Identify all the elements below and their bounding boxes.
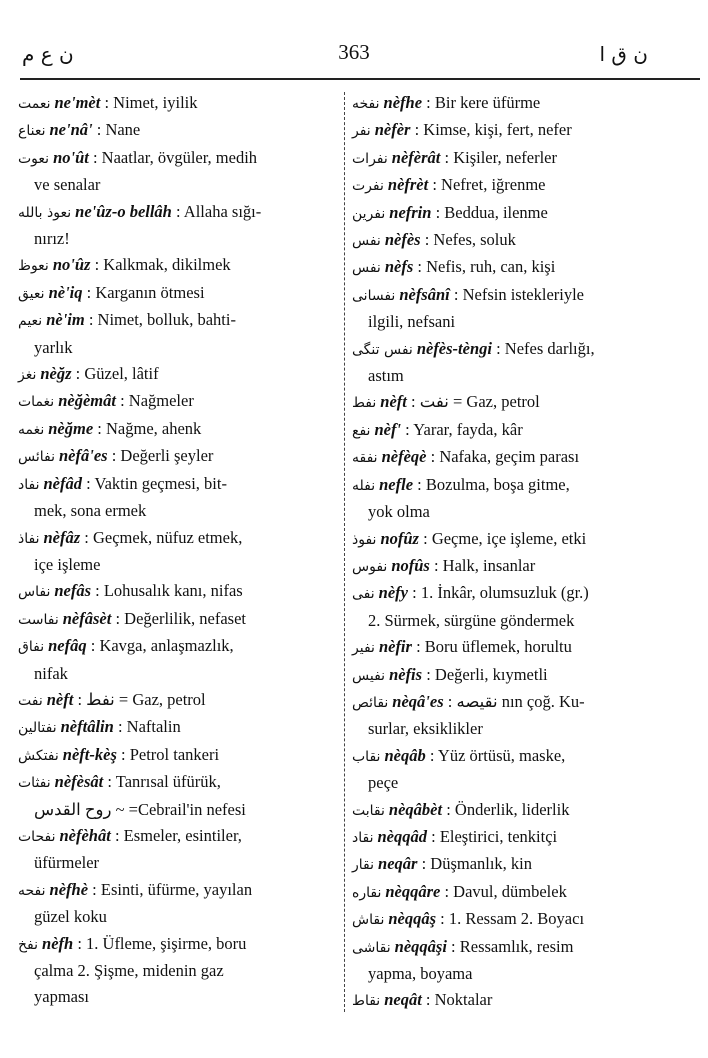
entry-first-line	[18, 148, 257, 167]
transliteration: no'ût	[53, 147, 89, 167]
definition: : Yüz örtüsü, maske,	[429, 745, 566, 765]
transliteration: nèqqâşi	[394, 936, 447, 956]
definition: : Karganın ötmesi	[86, 282, 205, 302]
arabic-headword: نقابت	[352, 802, 385, 819]
arabic-headword: نفى	[352, 586, 375, 603]
right-column	[352, 90, 690, 1015]
entry-first-line	[352, 909, 584, 928]
arabic-headword: نفس	[352, 233, 381, 250]
dictionary-entry	[352, 934, 690, 988]
definition-continuation: peçe	[368, 773, 399, 793]
entry-first-line	[18, 474, 227, 493]
arabic-headword: نفائس	[18, 449, 55, 466]
page-header	[0, 40, 708, 72]
definition-continuation: çalma 2. Şişme, midenin gaz	[34, 961, 224, 980]
arabic-headword: نغمات	[18, 394, 55, 411]
transliteration: nèfèrât	[391, 147, 441, 167]
definition: : Bozulma, boşa gitme,	[417, 474, 570, 494]
definition: : Nağmeler	[120, 391, 194, 411]
entry-first-line	[352, 475, 570, 494]
definition: : Naftalin	[117, 717, 181, 737]
dictionary-entry	[18, 877, 338, 931]
arabic-headword: نفت	[18, 692, 43, 709]
definition: : Lohusalık kanı, nifas	[95, 581, 243, 601]
transliteration: nèqqâre	[385, 881, 441, 901]
entry-first-line	[352, 583, 589, 602]
definition: : Ressamlık, resim	[451, 936, 574, 956]
dictionary-entry	[18, 145, 338, 199]
definition: : Kimse, kişi, fert, nefer	[414, 120, 572, 140]
dictionary-entry	[352, 987, 690, 1014]
arabic-headword: نفرات	[352, 150, 388, 167]
arabic-headword: نفتكش	[18, 747, 59, 764]
transliteration: nèfèhât	[59, 825, 111, 845]
arabic-headword: نعوذ بالله	[18, 204, 72, 221]
entry-first-line	[352, 339, 595, 358]
definition: : Değerli, kıymetli	[426, 664, 548, 684]
definition: : Nağme, ahenk	[97, 418, 202, 438]
arabic-headword: نقائص	[352, 694, 389, 711]
definition: : Noktalar	[425, 990, 493, 1010]
arabic-headword: نفرين	[352, 205, 386, 222]
entry-first-line	[18, 934, 246, 953]
dictionary-entry	[18, 633, 338, 687]
definition: : Geçmek, nüfuz etmek,	[84, 527, 243, 547]
definition: : Kavga, anlaşmazlık,	[90, 636, 234, 656]
dictionary-entry	[352, 879, 690, 906]
arabic-headword: نقاط	[352, 993, 381, 1010]
transliteration: nofûz	[380, 528, 419, 548]
arabic-headword: نقاب	[352, 748, 381, 765]
transliteration: nefrin	[389, 202, 432, 222]
transliteration: nèft	[46, 689, 74, 709]
definition: : نفت = Gaz, petrol	[411, 392, 540, 412]
transliteration: nèqqâd	[377, 826, 427, 846]
definition: : Düşmanlık, kin	[421, 854, 533, 874]
dictionary-entry	[18, 823, 338, 877]
transliteration: nèfèsât	[54, 772, 104, 792]
dictionary-entry	[18, 578, 338, 605]
dictionary-entry	[352, 743, 690, 797]
arabic-headword: نفاست	[18, 611, 59, 628]
entry-first-line	[352, 665, 548, 684]
definition: : Nefret, iğrenme	[432, 175, 546, 195]
arabic-headword: نقاش	[352, 912, 385, 929]
dictionary-entry	[18, 252, 338, 279]
dictionary-entry	[352, 634, 690, 661]
entry-first-line	[18, 528, 242, 547]
arabic-headword: نعيق	[18, 285, 45, 302]
entry-first-line	[352, 556, 535, 575]
transliteration: ne'nâ'	[49, 120, 93, 140]
arabic-headword: نفرت	[352, 178, 384, 195]
entry-first-line	[18, 826, 242, 845]
arabic-headword: نقاد	[352, 829, 374, 846]
transliteration: nèf'	[374, 419, 402, 439]
definition: : نقيصه nın çoğ. Ku-	[447, 691, 585, 711]
dictionary-entry	[18, 714, 338, 741]
entry-first-line	[18, 581, 243, 600]
arabic-headword: نعوت	[18, 150, 50, 167]
dictionary-entry	[352, 417, 690, 444]
transliteration: nè'iq	[48, 282, 83, 302]
arabic-headword: نقار	[352, 857, 375, 874]
dictionary-entry	[18, 117, 338, 144]
transliteration: nèfâ'es	[59, 446, 108, 466]
dictionary-entry	[352, 526, 690, 553]
dictionary-entry	[18, 280, 338, 307]
dictionary-entry	[352, 172, 690, 199]
definition: : Nimet, iyilik	[104, 93, 198, 112]
entry-first-line	[18, 446, 213, 465]
arabic-headword: نفتالين	[18, 720, 57, 737]
left-column	[18, 90, 338, 1011]
arabic-headword: نفاذ	[18, 530, 40, 547]
dictionary-entry	[352, 797, 690, 824]
definition: : Esinti, üfürme, yayılan	[92, 879, 253, 899]
entry-first-line	[352, 175, 546, 194]
dictionary-entry	[352, 117, 690, 144]
dictionary-entry	[18, 931, 338, 985]
dictionary-entry	[352, 662, 690, 689]
definition: : Değerlilik, nefaset	[115, 608, 247, 628]
definition: : Nefsin istekleriyle	[453, 284, 585, 304]
transliteration: neqât	[384, 990, 422, 1010]
definition-continuation: güzel koku	[34, 907, 107, 927]
entry-first-line	[18, 120, 140, 139]
dictionary-entry	[18, 388, 338, 415]
arabic-headword: نفخ	[18, 936, 39, 953]
transliteration: nèfrèt	[387, 175, 429, 195]
definition: : Kişiler, neferler	[444, 147, 557, 167]
header-left-letters: ن ع م	[22, 42, 74, 66]
dictionary-entry	[352, 336, 690, 390]
entry-first-line	[18, 880, 252, 899]
arabic-headword: نفس تنگى	[352, 341, 413, 358]
arabic-headword: نقاشى	[352, 939, 391, 956]
entry-first-line	[352, 148, 557, 167]
definition-continuation: 2. Sürmek, sürgüne göndermek	[368, 610, 575, 630]
arabic-headword: نفحات	[18, 828, 56, 845]
definition: : Halk, insanlar	[433, 555, 536, 575]
definition: : Nafaka, geçim parası	[430, 447, 580, 467]
entry-first-line	[18, 283, 205, 302]
transliteration: ne'ûz-o bellâh	[75, 201, 172, 221]
dictionary-entry	[352, 282, 690, 336]
entry-first-line	[352, 257, 555, 276]
transliteration: nèft	[380, 392, 407, 412]
arabic-headword: نفله	[352, 477, 376, 494]
transliteration: nèfir	[378, 637, 412, 657]
dictionary-entry	[18, 199, 338, 253]
entry-first-line	[352, 746, 565, 765]
transliteration: nèqâb	[384, 745, 426, 765]
arabic-headword: نفر	[352, 123, 371, 140]
definition: : Tanrısal üfürük,	[107, 772, 221, 792]
arabic-headword: نفير	[352, 640, 375, 657]
definition: : Beddua, ilenme	[435, 202, 548, 222]
dictionary-entry	[18, 416, 338, 443]
dictionary-entry	[352, 90, 690, 117]
transliteration: neqâr	[378, 854, 418, 874]
arabic-headword: نعمت	[18, 96, 51, 112]
entry-first-line	[18, 202, 261, 221]
entry-first-line	[352, 692, 585, 711]
arabic-headword: نعيم	[18, 313, 43, 330]
definition-continuation: ilgili, nefsani	[368, 312, 456, 332]
entry-first-line	[352, 937, 573, 956]
dictionary-entry	[18, 361, 338, 388]
dictionary-entry	[18, 769, 338, 823]
definition: : 1. İnkâr, olumsuzluk (gr.)	[412, 583, 589, 603]
definition: : 1. Üfleme, şişirme, boru	[77, 933, 247, 953]
definition-continuation: yapması	[34, 987, 89, 1007]
arabic-headword: نفوذ	[352, 531, 377, 548]
definition-continuation: yok olma	[368, 502, 430, 522]
definition: : Eleştirici, tenkitçi	[431, 826, 558, 846]
arabic-headword: نعناع	[18, 123, 46, 140]
entry-first-line	[352, 230, 516, 249]
entry-first-line	[18, 364, 159, 383]
transliteration: nèfèqè	[381, 447, 427, 467]
definition: : Güzel, lâtif	[75, 364, 159, 384]
dictionary-entry	[352, 145, 690, 172]
entry-first-line	[352, 529, 586, 548]
arabic-headword: نفاس	[18, 584, 51, 601]
arabic-headword: نفوس	[352, 558, 388, 575]
entry-first-line	[352, 827, 557, 846]
transliteration: ne'mèt	[54, 93, 101, 112]
entry-first-line	[352, 800, 569, 819]
entry-first-line	[352, 285, 584, 304]
definition: : Boru üflemek, horultu	[416, 637, 572, 657]
definition: : Yarar, fayda, kâr	[405, 419, 523, 439]
column-divider	[344, 92, 345, 1012]
entry-first-line	[18, 690, 206, 709]
header-rule	[20, 78, 700, 80]
dictionary-entry	[352, 200, 690, 227]
entry-first-line	[352, 93, 540, 112]
definition-continuation: nifak	[34, 663, 68, 683]
definition-continuation: ve senalar	[34, 175, 101, 195]
header-right-letters: ن ق ا	[599, 42, 648, 66]
definition-continuation: üfürmeler	[34, 853, 100, 873]
arabic-headword: نفثات	[18, 775, 51, 792]
entry-first-line	[18, 745, 219, 764]
definition-continuation: astım	[368, 366, 404, 386]
definition-continuation: nırız!	[34, 229, 70, 249]
entry-first-line	[352, 203, 548, 222]
arabic-headword: نغمه	[18, 421, 45, 438]
dictionary-entry	[352, 254, 690, 281]
arabic-headword: نفحه	[18, 882, 46, 899]
definition: : Nefes darlığı,	[496, 338, 595, 358]
dictionary-entry	[352, 689, 690, 743]
dictionary-entry	[18, 443, 338, 470]
definition: : Önderlik, liderlik	[446, 799, 570, 819]
entry-first-line	[18, 310, 236, 329]
entry-first-line	[18, 419, 201, 438]
entry-first-line	[352, 990, 492, 1009]
dictionary-entry	[18, 90, 338, 117]
arabic-headword: نفخه	[352, 96, 380, 112]
dictionary-entry	[352, 824, 690, 851]
dictionary-entry	[18, 742, 338, 769]
definition: : Değerli şeyler	[111, 446, 214, 466]
entry-first-line	[18, 255, 231, 274]
definition: : Bir kere üfürme	[426, 93, 541, 112]
transliteration: nèqâbèt	[388, 799, 443, 819]
definition: : Esmeler, esintiler,	[114, 825, 242, 845]
definition-continuation: içe işleme	[34, 554, 101, 574]
transliteration: nèft-kèş	[62, 744, 117, 764]
dictionary-entry	[352, 227, 690, 254]
transliteration: nèfis	[389, 664, 423, 684]
transliteration: nèqqâş	[388, 909, 437, 929]
definition: : Geçme, içe işleme, etki	[423, 528, 587, 548]
dictionary-entry	[352, 580, 690, 634]
definition: : 1. Ressam 2. Boyacı	[440, 909, 585, 929]
arabic-headword: نفيس	[352, 667, 386, 684]
transliteration: nefâq	[48, 636, 87, 656]
arabic-headword: نفسانى	[352, 287, 396, 304]
transliteration: nèfhè	[49, 879, 89, 899]
transliteration: nèftâlin	[60, 717, 114, 737]
transliteration: nofûs	[391, 555, 430, 575]
transliteration: nèğme	[48, 418, 94, 438]
definition-continuation: surlar, eksiklikler	[368, 719, 483, 739]
arabic-headword: نعوظ	[18, 258, 49, 275]
arabic-headword: نفس	[352, 260, 381, 277]
definition: : Allaha sığı-	[176, 201, 262, 221]
transliteration: nèfs	[384, 257, 414, 277]
definition: : Petrol tankeri	[121, 744, 220, 764]
dictionary-entry	[352, 906, 690, 933]
dictionary-entry	[18, 307, 338, 361]
transliteration: no'ûz	[52, 255, 91, 275]
dictionary-entry	[352, 851, 690, 878]
transliteration: nefâs	[54, 581, 92, 601]
arabic-headword: نفقه	[352, 450, 378, 467]
entry-first-line	[352, 120, 572, 139]
arabic-headword: نفط	[352, 395, 377, 412]
transliteration: nèfâz	[43, 527, 81, 547]
transliteration: nèfès-tèngi	[416, 338, 492, 358]
transliteration: nèfâsèt	[62, 608, 112, 628]
transliteration: nèfèr	[374, 120, 411, 140]
entry-first-line	[18, 93, 198, 112]
entry-first-line	[18, 609, 246, 628]
entry-first-line	[352, 420, 523, 439]
dictionary-entry	[18, 606, 338, 633]
transliteration: nèfâd	[43, 473, 82, 493]
dictionary-entry	[352, 472, 690, 526]
page-number: 363	[338, 40, 370, 64]
transliteration: nèğz	[40, 364, 72, 384]
definition: : Nefes, soluk	[424, 230, 516, 250]
definition: : Kalkmak, dikilmek	[94, 255, 231, 275]
dictionary-entry	[18, 525, 338, 579]
transliteration: nèqâ'es	[392, 691, 444, 711]
entry-first-line	[352, 882, 567, 901]
entry-first-line	[352, 447, 579, 466]
arabic-headword: نقاره	[352, 884, 382, 901]
definition-continuation: yarlık	[34, 337, 73, 357]
dictionary-entry	[18, 687, 338, 714]
arabic-headword: نفاد	[18, 476, 40, 493]
entry-first-line	[18, 391, 194, 410]
transliteration: nefle	[379, 474, 414, 494]
entry-first-line	[352, 392, 540, 411]
definition: : Davul, dümbelek	[444, 881, 567, 901]
definition: : Vaktin geçmesi, bit-	[86, 473, 227, 493]
definition-continuation: mek, sona ermek	[34, 501, 147, 521]
entry-first-line	[18, 772, 221, 791]
arabic-headword: نفاق	[18, 639, 45, 656]
definition: : نفط = Gaz, petrol	[77, 689, 206, 709]
transliteration: nè'im	[46, 310, 85, 330]
entry-first-line	[352, 854, 532, 873]
dictionary-entry	[352, 553, 690, 580]
definition-continuation: روح القدس ~ =Cebrail'in nefesi	[34, 799, 246, 819]
transliteration: nèfsânî	[399, 284, 450, 304]
dictionary-entry	[352, 389, 690, 416]
dictionary-entry	[18, 471, 338, 525]
entry-first-line	[18, 717, 181, 736]
entry-first-line	[352, 637, 572, 656]
dictionary-entry	[352, 444, 690, 471]
dictionary-entry	[18, 984, 338, 1010]
definition: : Nane	[96, 120, 141, 140]
transliteration: nèfhe	[383, 93, 423, 112]
transliteration: nèfh	[42, 933, 74, 953]
definition-continuation: yapma, boyama	[368, 964, 473, 983]
entry-first-line	[18, 636, 234, 655]
transliteration: nèfès	[384, 230, 421, 250]
definition: : Nefis, ruh, can, kişi	[417, 257, 556, 277]
arabic-headword: نفع	[352, 422, 371, 439]
definition: : Naatlar, övgüler, medih	[92, 147, 258, 167]
transliteration: nèfy	[378, 583, 408, 603]
transliteration: nèğèmât	[58, 391, 116, 411]
definition: : Nimet, bolluk, bahti-	[88, 310, 236, 330]
arabic-headword: نغز	[18, 367, 37, 384]
